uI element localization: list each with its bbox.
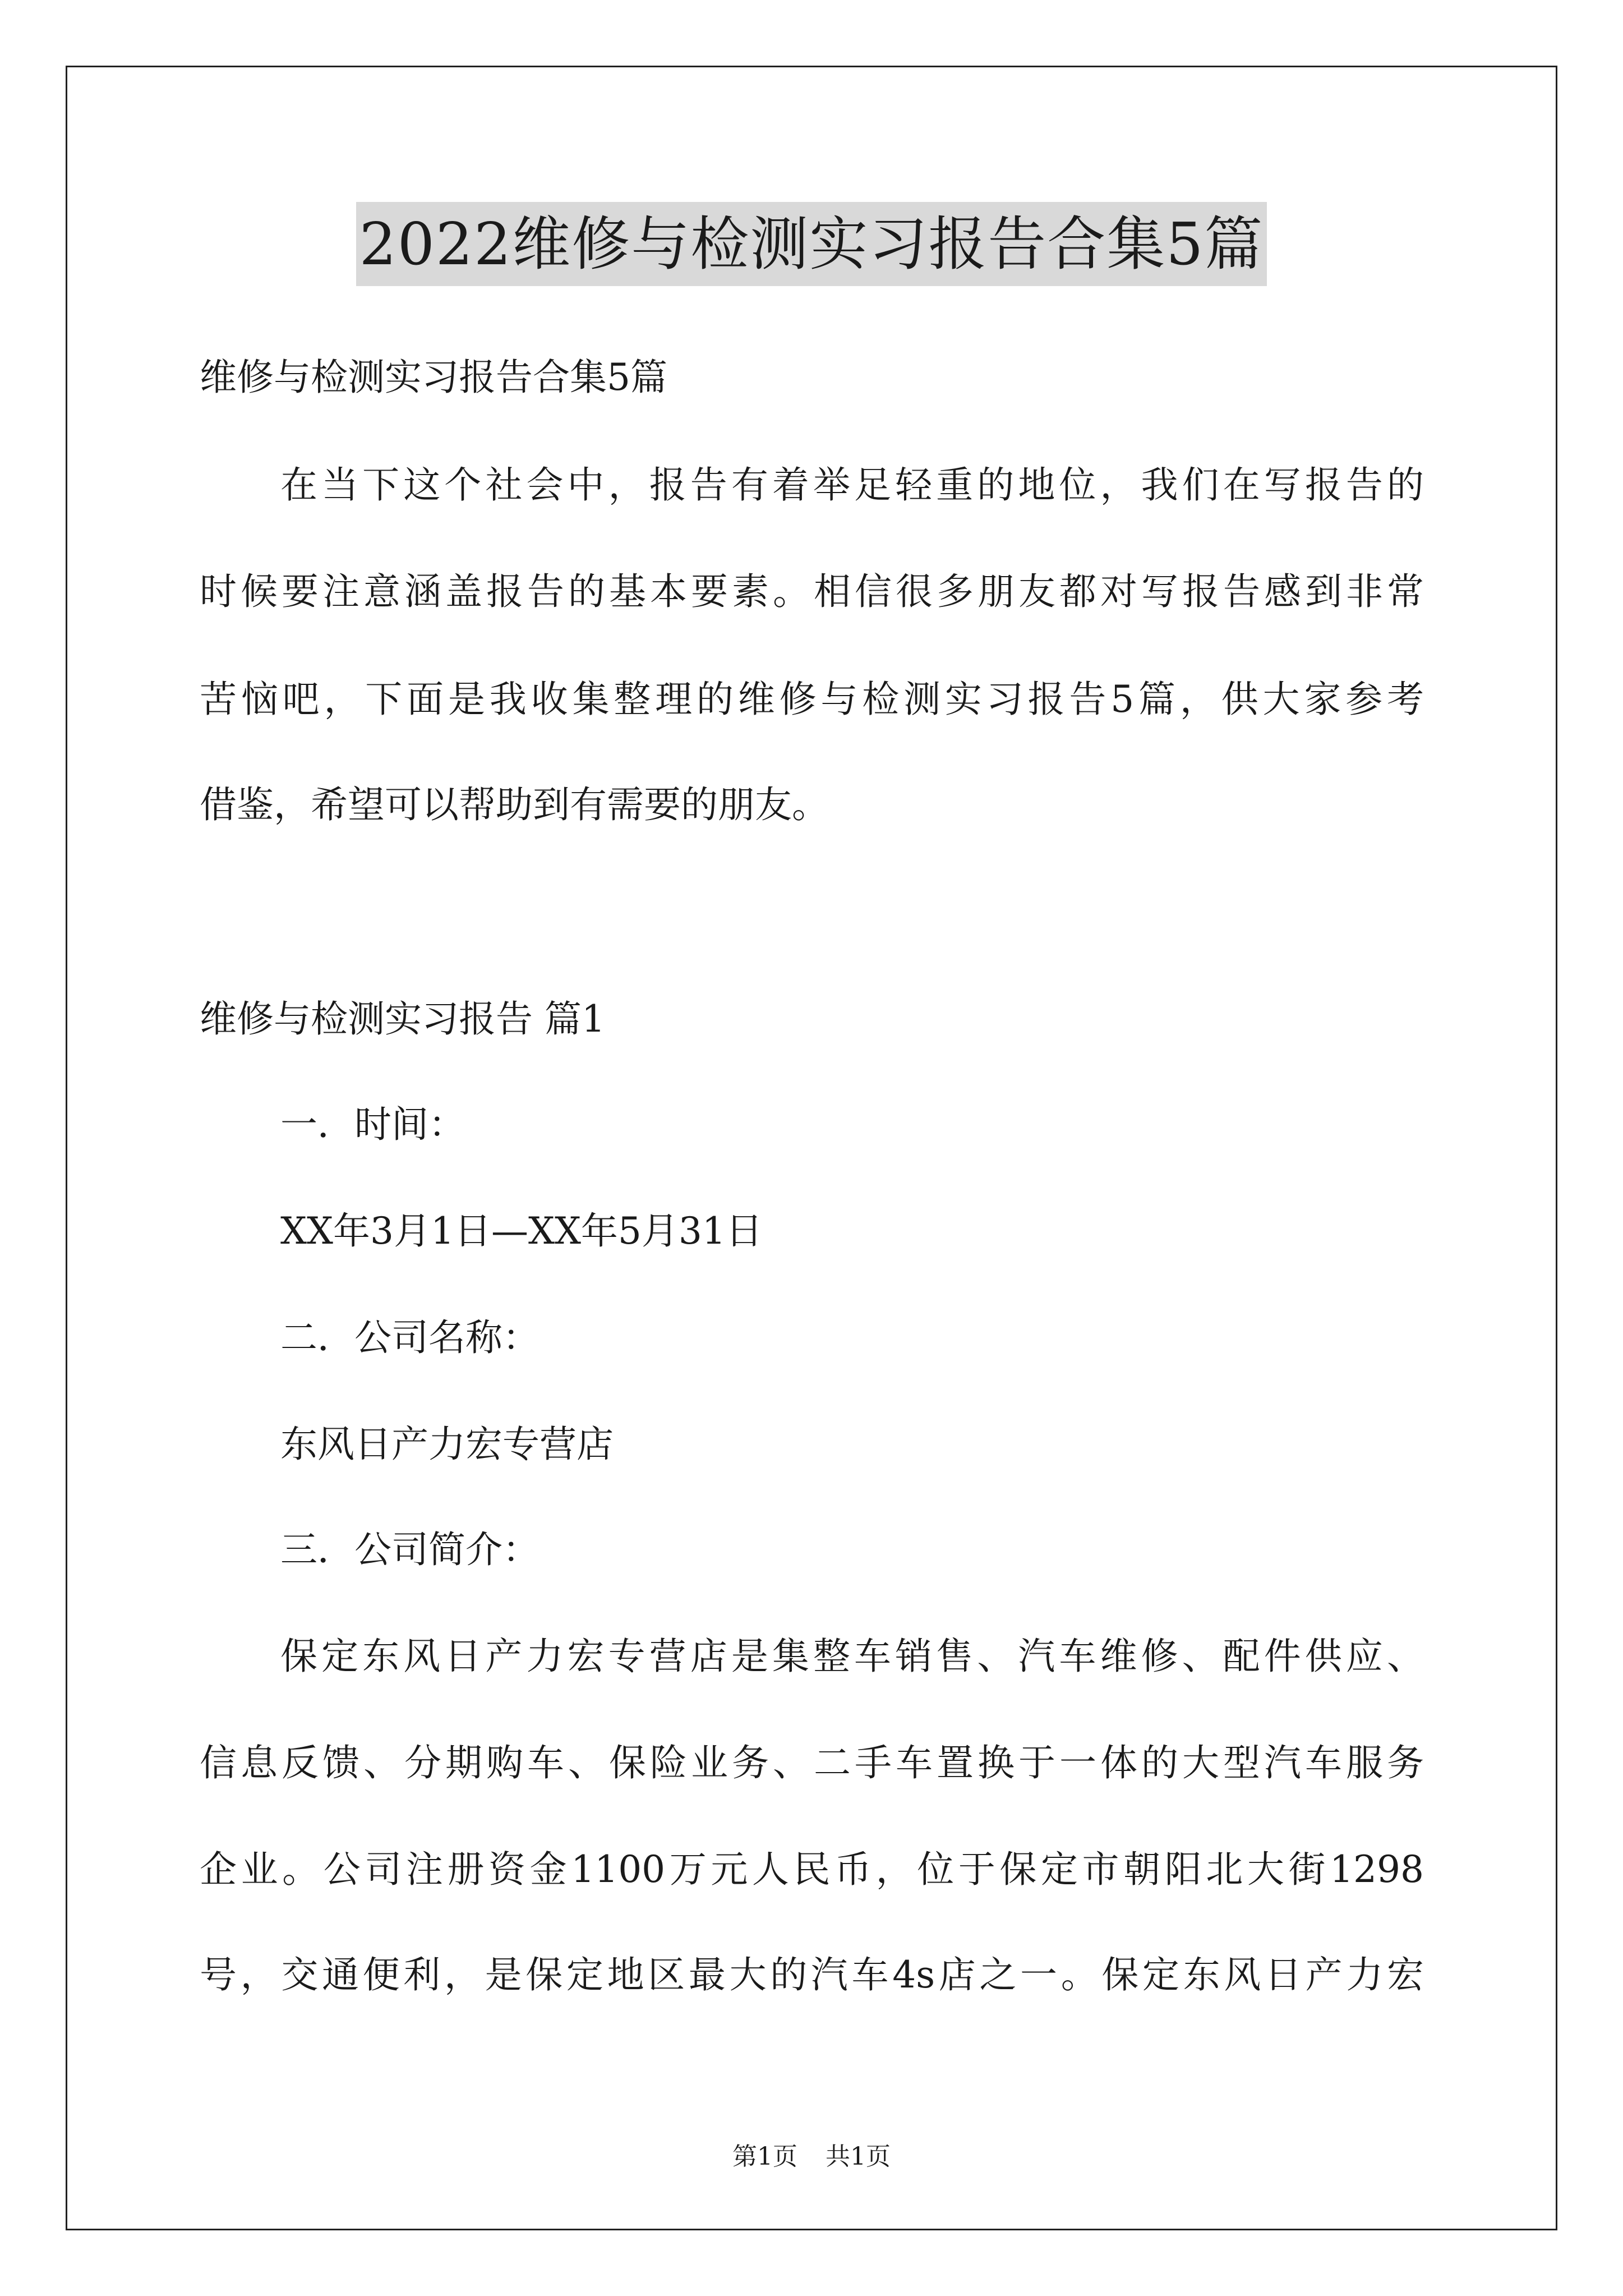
profile-label: 三．公司简介： (280, 1528, 540, 1571)
profile-line-1: 保定东风日产力宏专营店是集整车销售、汽车维修、配件供应、 (280, 1635, 1424, 1678)
intro-line-2: 时候要注意涵盖报告的基本要素。相信很多朋友都对写报告感到非常 (200, 570, 1424, 613)
section-heading: 维修与检测实习报告 篇1 (200, 997, 605, 1041)
company-value: 东风日产力宏专营店 (280, 1423, 614, 1466)
page-number-current: 第1页 (732, 2142, 797, 2171)
profile-line-4: 号，交通便利，是保定地区最大的汽车4s店之一。保定东风日产力宏 (200, 1953, 1424, 1996)
page-number-total: 共1页 (826, 2142, 891, 2171)
title-container (0, 202, 1623, 286)
profile-line-2: 信息反馈、分期购车、保险业务、二手车置换于一体的大型汽车服务 (200, 1741, 1424, 1784)
document-title: 2022维修与检测实习报告合集5篇 (356, 202, 1267, 286)
intro-line-4: 借鉴，希望可以帮助到有需要的朋友。 (200, 783, 829, 826)
time-label: 一．时间： (280, 1103, 465, 1146)
time-value: XX年3月1日—XX年5月31日 (280, 1209, 763, 1253)
page-footer (0, 2140, 1623, 2174)
document-subtitle: 维修与检测实习报告合集5篇 (200, 356, 667, 399)
company-label: 二．公司名称： (280, 1316, 540, 1359)
profile-line-3: 企业。公司注册资金1100万元人民币，位于保定市朝阳北大街1298 (200, 1848, 1424, 1891)
intro-line-3: 苦恼吧，下面是我收集整理的维修与检测实习报告5篇，供大家参考 (200, 678, 1424, 721)
intro-line-1: 在当下这个社会中，报告有着举足轻重的地位，我们在写报告的 (280, 463, 1424, 507)
